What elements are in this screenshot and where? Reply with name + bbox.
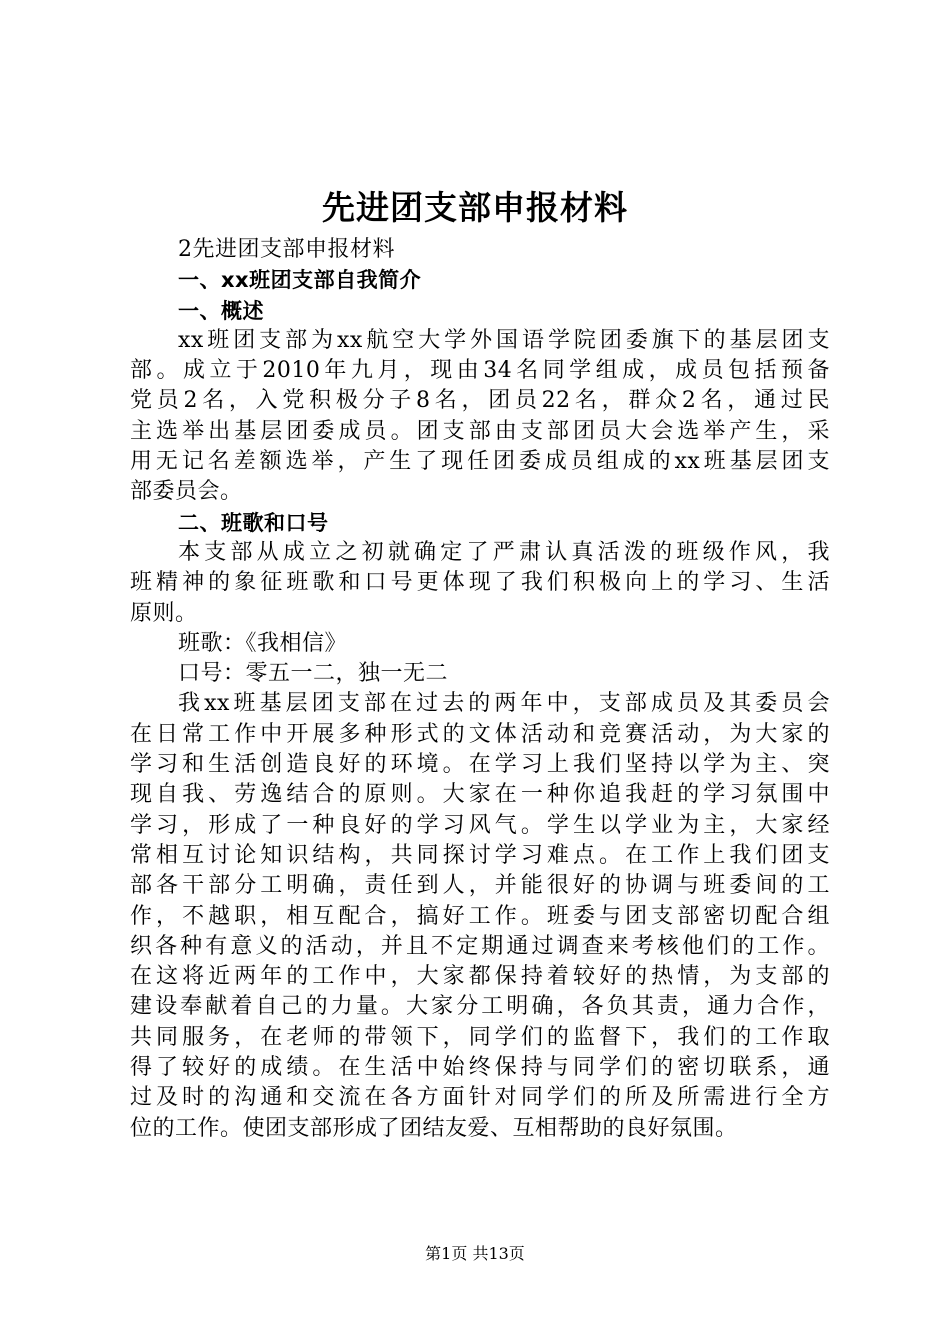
paragraph-line (130, 750, 830, 780)
paragraph-line (130, 386, 830, 416)
paragraph-line (130, 326, 830, 356)
line-text: 学习，形成了一种良好的学习风气。学生以学业为主，大家经 (130, 812, 830, 838)
line-text: 共同服务，在老师的带领下，同学们的监督下，我们的工作取 (130, 1024, 830, 1050)
paragraph-line (130, 568, 830, 598)
line-text: 在日常工作中开展多种形式的文体活动和竞赛活动，为大家的 (130, 721, 830, 747)
paragraph-line (130, 841, 830, 871)
paragraph-line: 班歌：《我相信》 (178, 630, 348, 656)
paragraph-line (130, 932, 830, 962)
paragraph-line (130, 871, 830, 901)
paragraph-line: 口号：零五一二，独一无二 (178, 661, 449, 687)
line-text: 用无记名差额选举，产生了现任团委成员组成的xx班基层团支 (130, 449, 830, 475)
paragraph-line: 原则。 (130, 600, 198, 626)
line-text: 现自我、劳逸结合的原则。大家在一种你追我赶的学习氛围中 (130, 782, 830, 808)
line-text: 在这将近两年的工作中，大家都保持着较好的热情，为支部的 (130, 964, 830, 990)
line-text: 得了较好的成绩。在生活中始终保持与同学们的密切联系，通 (130, 1055, 830, 1081)
paragraph-line (130, 811, 830, 841)
paragraph-line (130, 720, 830, 750)
line-text: 建设奉献着自己的力量。大家分工明确，各负其责，通力合作， (130, 994, 830, 1020)
line-text: 部。成立于2010年九月，现由34名同学组成，成员包括预备 (130, 358, 830, 384)
document-title: 先进团支部申报材料 (322, 188, 628, 227)
paragraph-line (130, 689, 830, 719)
line-text: xx班团支部为xx航空大学外国语学院团委旗下的基层团支 (178, 327, 830, 353)
line-text: 过及时的沟通和交流在各方面针对同学们的所及所需进行全方 (130, 1085, 830, 1111)
section-heading: 一、xx班团支部自我简介 (178, 268, 422, 293)
paragraph-line (130, 1083, 830, 1113)
section-heading: 一、概述 (178, 298, 264, 323)
line-text: 党员2名，入党积极分子8名，团员22名，群众2名，通过民 (130, 388, 830, 414)
line-text: 学习和生活创造良好的环境。在学习上我们坚持以学为主、突 (130, 752, 830, 778)
paragraph-line: 部委员会。 (130, 479, 243, 505)
line-text: 部各干部分工明确，责任到人，并能很好的协调与班委间的工 (130, 873, 830, 899)
paragraph-line (130, 780, 830, 810)
line-text: 本支部从成立之初就确定了严肃认真活泼的班级作风，我 (178, 539, 830, 565)
line-text: 织各种有意义的活动，并且不定期通过调查来考核他们的工作。 (130, 933, 830, 959)
paragraph-line (130, 992, 830, 1022)
paragraph-line (130, 902, 830, 932)
subtitle-line: 2先进团支部申报材料 (178, 237, 395, 262)
line-text: 作，不越职，相互配合，搞好工作。班委与团支部密切配合组 (130, 903, 830, 929)
line-text: 主选举出基层团委成员。团支部由支部团员大会选举产生，采 (130, 418, 830, 444)
paragraph-line (130, 538, 830, 568)
paragraph-line (130, 356, 830, 386)
paragraph-line (130, 1053, 830, 1083)
paragraph-line (130, 447, 830, 477)
paragraph-line: 位的工作。使团支部形成了团结友爱、互相帮助的良好氛围。 (130, 1115, 738, 1141)
line-text: 班精神的象征班歌和口号更体现了我们积极向上的学习、生活 (130, 570, 830, 596)
section-heading: 二、班歌和口号 (178, 510, 329, 535)
document-body (130, 235, 830, 1144)
page-footer: 第1页 共13页 (425, 1244, 525, 1263)
paragraph-line (130, 962, 830, 992)
paragraph-line (130, 1023, 830, 1053)
paragraph-line (130, 417, 830, 447)
line-text: 常相互讨论知识结构，共同探讨学习难点。在工作上我们团支 (130, 842, 830, 868)
line-text: 我xx班基层团支部在过去的两年中，支部成员及其委员会 (178, 691, 830, 717)
